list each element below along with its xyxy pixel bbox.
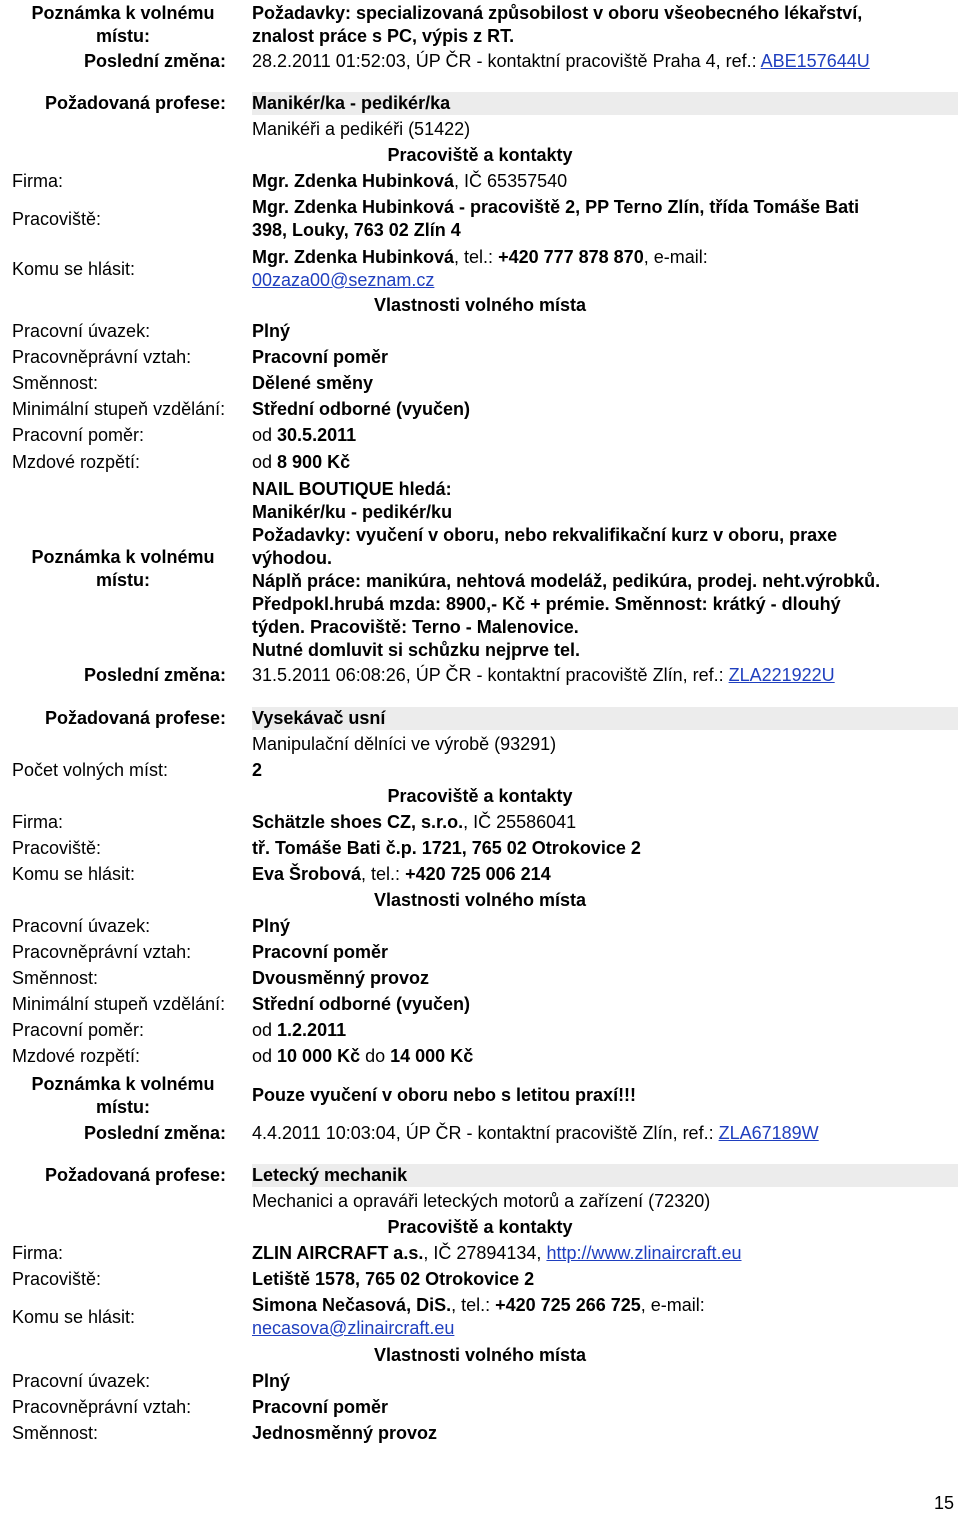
properties-header: Vlastnosti volného místa — [373, 295, 587, 315]
firm-value: ZLIN AIRCRAFT a.s., IČ 27894134, http://www.zlinaircraft.eu — [252, 1243, 742, 1263]
last-change-value: 28.2.2011 01:52:03, ÚP ČR - kontaktní pracoviště Praha 4, ref.: ABE157644U — [252, 51, 870, 71]
page-number: 15 — [933, 1493, 954, 1513]
last-change-value: 4.4.2011 10:03:04, ÚP ČR - kontaktní pracoviště Zlín, ref.: ZLA67189W — [252, 1123, 819, 1143]
email-link[interactable]: 00zaza00@seznam.cz — [252, 270, 435, 290]
profession-subtitle: Manipulační dělníci ve výrobě (93291) — [252, 734, 557, 754]
last-change-label: Poslední změna: — [83, 665, 226, 685]
workplace-label: Pracoviště: — [12, 209, 102, 229]
shift-label: Směnnost: — [12, 968, 99, 988]
profession-label: Požadovaná profese: — [44, 1165, 226, 1185]
employment-relation-label: Pracovněprávní vztah: — [12, 942, 192, 962]
note-text: Pouze vyučení v oboru nebo s letitou praxí!!! — [252, 1085, 637, 1105]
firm-label: Firma: — [12, 171, 63, 191]
workload-value: Plný — [252, 321, 291, 341]
salary-label: Mzdové rozpětí: — [12, 452, 141, 472]
note-label: Poznámka k volnému místu: — [31, 3, 215, 46]
shift-label: Směnnost: — [12, 1423, 99, 1443]
education-value: Střední odborné (vyučen) — [252, 994, 471, 1014]
start-date-value: od 1.2.2011 — [252, 1020, 347, 1040]
profession-title: Letecký mechanik — [252, 1164, 958, 1187]
start-date-value: od 30.5.2011 — [252, 425, 357, 445]
workload-label: Pracovní úvazek: — [12, 1371, 151, 1391]
salary-label: Mzdové rozpětí: — [12, 1046, 141, 1066]
contacts-header: Pracoviště a kontakty — [387, 145, 573, 165]
ref-link[interactable]: ZLA221922U — [728, 665, 835, 685]
employment-relation-label: Pracovněprávní vztah: — [12, 1397, 192, 1417]
contact-value: Mgr. Zdenka Hubinková, tel.: +420 777 878 870, e-mail: 00zaza00@seznam.cz — [252, 247, 708, 290]
start-date-label: Pracovní poměr: — [12, 1020, 145, 1040]
workplace-value: Mgr. Zdenka Hubinková - pracoviště 2, PP Terno Zlín, třída Tomáše Bati 398, Louky, 763 02 Zlín 4 — [252, 197, 860, 240]
education-value: Střední odborné (vyučen) — [252, 399, 471, 419]
employment-relation-label: Pracovněprávní vztah: — [12, 347, 192, 367]
contact-value: Simona Nečasová, DiS., tel.: +420 725 266 725, e-mail: necasova@zlinaircraft.eu — [252, 1295, 705, 1338]
profession-label: Požadovaná profese: — [44, 93, 226, 113]
workplace-label: Pracoviště: — [12, 838, 102, 858]
education-label: Minimální stupeň vzdělání: — [12, 399, 226, 419]
workplace-value: Letiště 1578, 765 02 Otrokovice 2 — [252, 1269, 535, 1289]
ref-link[interactable]: ZLA67189W — [718, 1123, 819, 1143]
employment-relation-value: Pracovní poměr — [252, 347, 389, 367]
ref-link[interactable]: ABE157644U — [760, 51, 870, 71]
firm-label: Firma: — [12, 1243, 63, 1263]
profession-title: Vysekávač usní — [252, 707, 958, 730]
contact-value: Eva Šrobová, tel.: +420 725 006 214 — [252, 864, 551, 884]
note-text: Požadavky: specializovaná způsobilost v oboru všeobecného lékařství, znalost práce s PC, výpis z RT. — [252, 3, 863, 46]
workplace-value: tř. Tomáše Bati č.p. 1721, 765 02 Otrokovice 2 — [252, 838, 641, 858]
contact-label: Komu se hlásit: — [12, 1307, 136, 1327]
start-date-label: Pracovní poměr: — [12, 425, 145, 445]
properties-header: Vlastnosti volného místa — [373, 890, 587, 910]
shift-label: Směnnost: — [12, 373, 99, 393]
last-change-label: Poslední změna: — [83, 1123, 226, 1143]
education-label: Minimální stupeň vzdělání: — [12, 994, 226, 1014]
employment-relation-value: Pracovní poměr — [252, 1397, 389, 1417]
contact-label: Komu se hlásit: — [12, 259, 136, 279]
salary-value: od 10 000 Kč do 14 000 Kč — [252, 1046, 474, 1066]
firm-value: Mgr. Zdenka Hubinková, IČ 65357540 — [252, 171, 568, 191]
website-link[interactable]: http://www.zlinaircraft.eu — [546, 1243, 742, 1263]
note-label: Poznámka k volnému místu: — [31, 1074, 215, 1117]
salary-value: od 8 900 Kč — [252, 452, 351, 472]
contacts-header: Pracoviště a kontakty — [387, 786, 573, 806]
profession-title: Manikér/ka - pedikér/ka — [252, 92, 958, 115]
workload-label: Pracovní úvazek: — [12, 916, 151, 936]
firm-label: Firma: — [12, 812, 63, 832]
shift-value: Jednosměnný provoz — [252, 1423, 438, 1443]
vacancy-count-value: 2 — [252, 760, 263, 780]
workload-label: Pracovní úvazek: — [12, 321, 151, 341]
workload-value: Plný — [252, 1371, 291, 1391]
shift-value: Dvousměnný provoz — [252, 968, 430, 988]
last-change-value: 31.5.2011 06:08:26, ÚP ČR - kontaktní pracoviště Zlín, ref.: ZLA221922U — [252, 665, 835, 685]
firm-value: Schätzle shoes CZ, s.r.o., IČ 25586041 — [252, 812, 577, 832]
profession-label: Požadovaná profese: — [44, 708, 226, 728]
workplace-label: Pracoviště: — [12, 1269, 102, 1289]
note-text: NAIL BOUTIQUE hledá: Manikér/ku - pedikér/ku Požadavky: vyučení v oboru, nebo rekvalifikační kurz v oboru, praxe výhodou. Náplň práce: manikúra, nehtová modeláž, pedikúra, prodej. neht.výrobků. Předpokl.hrubá mzda: 8900,- Kč + prémie. Směnnost: krátký - dlouhý týden. Pracoviště: Terno - Malenovice. Nutné domluvit si schůzku nejprve tel. — [252, 479, 881, 660]
email-link[interactable]: necasova@zlinaircraft.eu — [252, 1318, 455, 1338]
profession-subtitle: Manikéři a pedikéři (51422) — [252, 119, 471, 139]
contact-label: Komu se hlásit: — [12, 864, 136, 884]
note-label: Poznámka k volnému místu: — [31, 547, 215, 590]
workload-value: Plný — [252, 916, 291, 936]
contacts-header: Pracoviště a kontakty — [387, 1217, 573, 1237]
shift-value: Dělené směny — [252, 373, 374, 393]
properties-header: Vlastnosti volného místa — [373, 1345, 587, 1365]
profession-subtitle: Mechanici a opraváři leteckých motorů a zařízení (72320) — [252, 1191, 711, 1211]
employment-relation-value: Pracovní poměr — [252, 942, 389, 962]
vacancy-count-label: Počet volných míst: — [12, 760, 169, 780]
last-change-label: Poslední změna: — [83, 51, 226, 71]
